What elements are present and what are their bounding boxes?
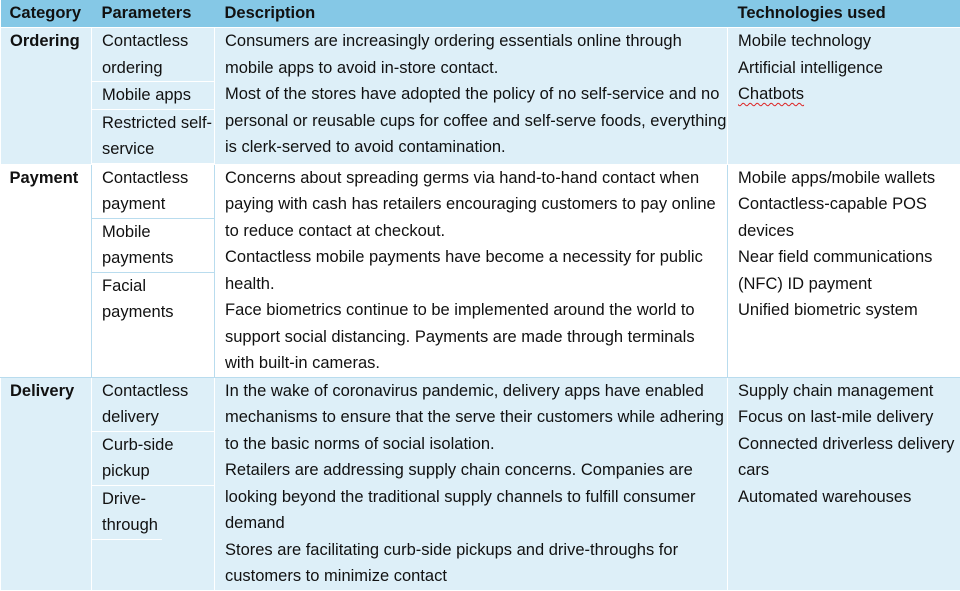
- description-paragraph: Stores are facilitating curb-side pickups and drive-throughs for customers to minimize contact: [225, 537, 727, 590]
- description-cell: [215, 164, 728, 377]
- category-cell: Payment: [1, 164, 92, 377]
- description-paragraph: In the wake of coronavirus pandemic, delivery apps have enabled mechanisms to ensure that the serve their customers while adhering to the basic norms of social isolation.: [225, 378, 727, 458]
- parameter-item: Restricted self-service: [92, 110, 214, 164]
- parameters-cell: [92, 164, 215, 377]
- parameter-item: Curb-side pickup: [92, 432, 214, 486]
- table-row-ordering: [1, 28, 960, 165]
- parameter-item: Mobile apps: [92, 82, 214, 110]
- description-paragraph: Contactless mobile payments have become a necessity for public health.: [225, 244, 727, 297]
- parameter-item: Contactless ordering: [92, 28, 214, 82]
- table-row-delivery: [1, 377, 960, 590]
- header-technologies: Technologies used: [728, 0, 960, 28]
- description-paragraph: Concerns about spreading germs via hand-to-hand contact when paying with cash has retailers encouraging customers to pay online to reduce contact at checkout.: [225, 165, 727, 245]
- technology-item: Mobile technology: [738, 28, 960, 55]
- technology-item: Focus on last-mile delivery: [738, 404, 960, 431]
- category-cell: Delivery: [1, 377, 92, 590]
- parameter-item: Facial payments: [92, 273, 214, 326]
- technology-item: Mobile apps/mobile wallets: [738, 165, 960, 192]
- parameter-item: Drive-through: [92, 486, 162, 540]
- header-description: Description: [215, 0, 728, 28]
- description-paragraph: Face biometrics continue to be implemented around the world to support social distancing. Payments are made through terminals with built-in cameras.: [225, 297, 727, 377]
- technology-item: Near field communications (NFC) ID payment: [738, 244, 960, 297]
- header-category: Category: [1, 0, 92, 28]
- parameter-item: Contactless delivery: [92, 378, 214, 432]
- technology-item: Automated warehouses: [738, 484, 960, 511]
- description-cell: [215, 28, 728, 165]
- parameters-cell: [92, 377, 215, 590]
- technology-item: Artificial intelligence: [738, 55, 960, 82]
- parameter-item: Contactless payment: [92, 165, 214, 219]
- technologies-cell: [728, 377, 960, 590]
- technology-item: Supply chain management: [738, 378, 960, 405]
- technology-item: Connected driverless delivery cars: [738, 431, 960, 484]
- header-parameters: Parameters: [92, 0, 215, 28]
- description-paragraph: Consumers are increasingly ordering essentials online through mobile apps to avoid in-store contact.: [225, 28, 727, 81]
- category-cell: Ordering: [1, 28, 92, 165]
- technology-item: Unified biometric system: [738, 297, 960, 324]
- parameters-cell: [92, 28, 215, 165]
- header-row: [1, 0, 960, 28]
- technology-item: Contactless-capable POS devices: [738, 191, 960, 244]
- technologies-cell: [728, 28, 960, 165]
- technologies-cell: [728, 164, 960, 377]
- parameter-item: Mobile payments: [92, 219, 214, 273]
- table-row-payment: [1, 164, 960, 377]
- description-cell: [215, 377, 728, 590]
- description-paragraph: Most of the stores have adopted the policy of no self-service and no personal or reusable cups for coffee and self-serve foods, everything is clerk-served to avoid contamination.: [225, 81, 727, 161]
- technology-item: Chatbots: [738, 85, 804, 103]
- description-paragraph: Retailers are addressing supply chain concerns. Companies are looking beyond the traditional supply channels to fulfill consumer demand: [225, 457, 727, 537]
